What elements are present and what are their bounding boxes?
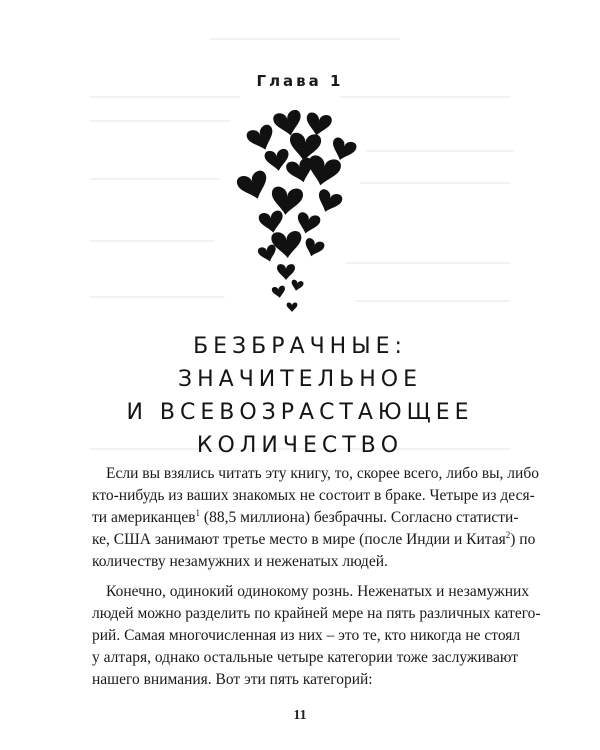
text-span: ти американцев [92,509,196,526]
paragraph-line [92,507,519,529]
paragraph-line: кто-нибудь из ваших знакомых не состоит в браке. Четыре из деся- [92,487,535,504]
bleed-through-line [90,178,220,180]
bleed-through-line [360,182,510,184]
paragraph-line: рий. Самая многочисленная из них – это те, кто никогда не стоял [92,627,521,644]
text-span: (88,5 миллиона) безбрачны. Согласно статисти- [200,509,519,526]
chapter-label: Глава 1 [256,72,344,90]
page-number: 11 [293,708,307,723]
bleed-through-line [90,296,225,298]
hearts-cluster-icon [228,105,378,325]
bleed-through-line [340,96,510,98]
title-line: И ВСЕВОЗРАСТАЮЩЕЕ [126,400,474,425]
paragraph-line: нашего внимания. Вот эти пять категорий: [92,671,373,688]
footnote-ref[interactable]: 2 [505,529,511,540]
text-span: ке, США занимают третье место в мире (после Индии и Китая [92,531,506,548]
bleed-through-line [90,120,230,122]
title-line: ЗНАЧИТЕЛЬНОЕ [178,367,422,392]
paragraph-line: Если вы взялись читать эту книгу, то, скорее всего, либо вы, либо [106,465,539,482]
title-line: БЕЗБРАЧНЫЕ: [193,334,407,359]
footnote-ref[interactable]: 1 [195,507,201,518]
paragraph-line: количеству незамужних и неженатых людей. [92,553,388,570]
bleed-through-line [90,96,240,98]
paragraph-line [92,529,536,551]
body-text [92,463,541,691]
bleed-through-line [355,300,510,302]
title-line: КОЛИЧЕСТВО [196,433,404,458]
bleed-through-line [210,38,400,40]
bleed-through-line [90,240,215,242]
paragraph-line: людей можно разделить по крайней мере на пять различных катего- [92,605,541,622]
chapter-title [0,330,600,462]
paragraph-line: Конечно, одинокий одинокому рознь. Неженатых и незамужних [106,583,530,600]
bleed-through-line [365,150,515,152]
text-span: ) по [510,531,536,548]
paragraph-line: у алтаря, однако остальные четыре категории тоже заслуживают [92,649,519,666]
